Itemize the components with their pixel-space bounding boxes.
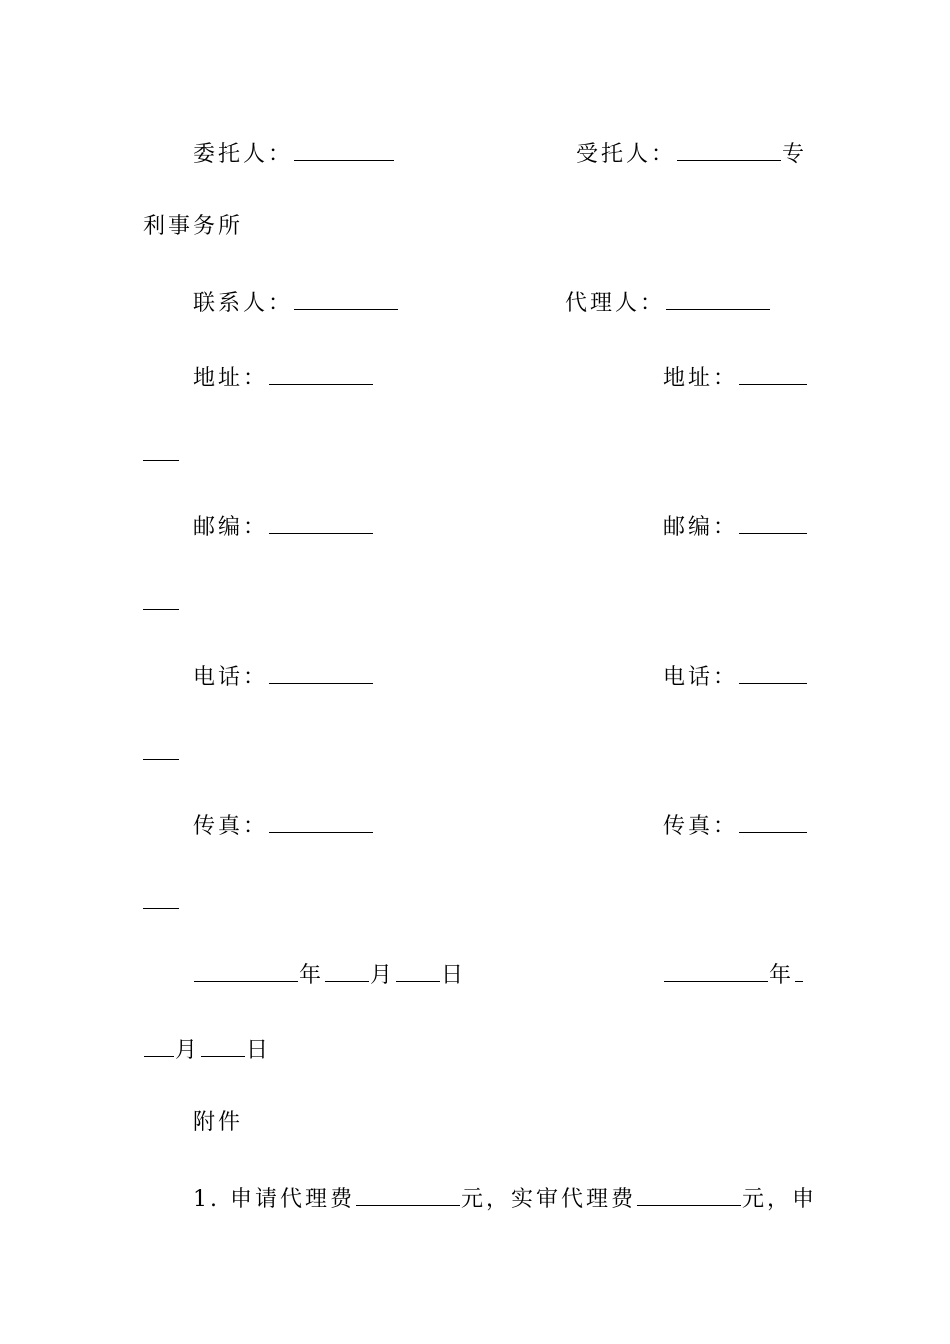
representative-line <box>565 287 771 317</box>
phone-left-blank <box>269 661 373 684</box>
fax-right-blank-cont <box>143 908 179 909</box>
postcode-right-line <box>663 511 808 541</box>
date-right-line <box>663 959 804 989</box>
agent-firm-line <box>576 138 807 168</box>
representative-label: 代理人： <box>565 291 666 316</box>
address-left-blank <box>269 362 373 385</box>
patent-office-text: 利事务所 <box>143 214 244 239</box>
principal-line <box>193 138 395 168</box>
date-right-month-label: 月 <box>175 1038 201 1063</box>
address-left-label: 地址： <box>193 366 269 391</box>
principal-blank <box>294 138 394 161</box>
phone-right-blank-cont <box>143 759 179 760</box>
fax-left-label: 传真： <box>193 814 269 839</box>
date-left-year-label: 年 <box>299 963 325 988</box>
item1-tail: 元，申 <box>742 1187 818 1212</box>
address-right-blank <box>739 362 807 385</box>
date-right-year-blank <box>664 959 768 982</box>
date-left-year-blank <box>194 959 298 982</box>
address-right-line <box>663 362 808 392</box>
attachment-heading: 附件 <box>193 1110 244 1135</box>
item1-exam-fee-blank <box>637 1183 741 1206</box>
date-left-month-label: 月 <box>370 963 396 988</box>
date-right-line-cont <box>143 1034 271 1064</box>
postcode-left-line <box>193 511 374 541</box>
date-right-month-blank-start <box>795 959 803 982</box>
address-right-label: 地址： <box>663 366 739 391</box>
phone-left-line <box>193 661 374 691</box>
contact-label: 联系人： <box>193 291 294 316</box>
postcode-right-blank-cont <box>143 609 179 610</box>
date-left-month-blank <box>325 959 369 982</box>
item1-exam-fee-label: 元，实审代理费 <box>460 1187 636 1212</box>
postcode-left-blank <box>269 511 373 534</box>
date-right-day-blank <box>201 1034 245 1057</box>
fax-right-label: 传真： <box>663 814 739 839</box>
date-right-month-blank-cont <box>144 1034 174 1057</box>
postcode-left-label: 邮编： <box>193 515 269 540</box>
phone-right-line <box>663 661 808 691</box>
agent-firm-label: 受托人： <box>576 142 677 167</box>
principal-label: 委托人： <box>193 142 294 167</box>
date-right-day-label: 日 <box>246 1038 272 1063</box>
attachment-item-1 <box>193 1183 817 1213</box>
date-right-year-label: 年 <box>769 963 795 988</box>
date-left-day-label: 日 <box>441 963 467 988</box>
contact-blank <box>294 287 398 310</box>
date-left-day-blank <box>396 959 440 982</box>
item1-application-fee-label: 1. 申请代理费 <box>193 1187 355 1212</box>
phone-right-label: 电话： <box>663 665 739 690</box>
postcode-right-label: 邮编： <box>663 515 739 540</box>
phone-left-label: 电话： <box>193 665 269 690</box>
postcode-right-blank <box>739 511 807 534</box>
agent-firm-tail: 专 <box>782 142 808 167</box>
fax-right-blank <box>739 810 807 833</box>
representative-blank <box>666 287 770 310</box>
address-right-blank-cont <box>143 460 179 461</box>
agent-firm-blank <box>677 138 781 161</box>
contact-line <box>193 287 399 317</box>
phone-right-blank <box>739 661 807 684</box>
date-left-line <box>193 959 466 989</box>
fax-left-blank <box>269 810 373 833</box>
fax-right-line <box>663 810 808 840</box>
fax-left-line <box>193 810 374 840</box>
address-left-line <box>193 362 374 392</box>
item1-application-fee-blank <box>356 1183 460 1206</box>
